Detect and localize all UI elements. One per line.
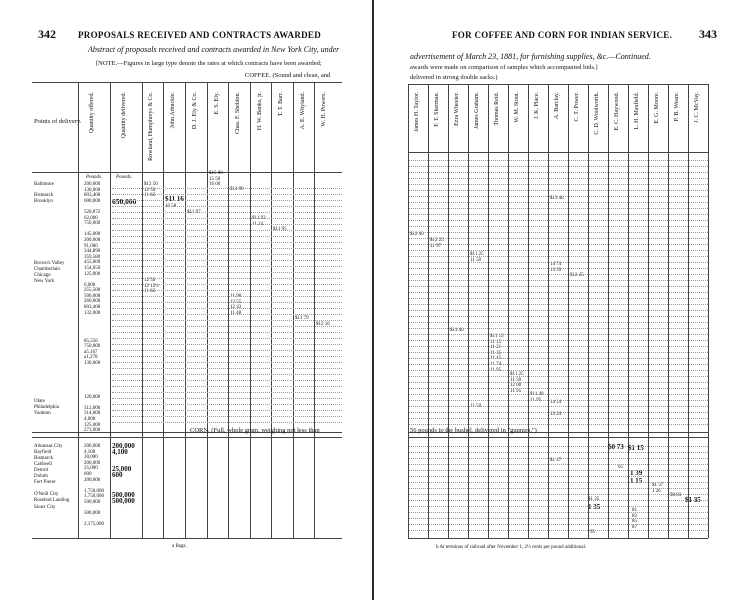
bidder-column-header: E. G. Moore. [654,92,660,124]
bid-cell: $12 25 [430,238,444,243]
bid-cell: 81 [632,508,637,513]
row-leader [409,202,708,203]
row-leader [409,292,708,293]
quantity-cell: 154,650 [84,265,101,271]
bid-cell: 11 21 [490,345,502,351]
row-leader [112,290,342,291]
bid-cell: $12 50 [144,182,158,187]
bid-cell: 85 [632,519,637,525]
row-leader [409,220,708,221]
row-leader [112,242,342,243]
bid-cell: 11 24 [252,221,264,227]
bid-cell: 16 00 [209,182,221,188]
row-leader [112,236,342,237]
bidder-column-header: Thomas Reid. [494,92,500,126]
quantity-cell: 130,000 [84,361,101,366]
left-page-number: 342 [38,27,56,41]
row-leader [409,394,708,395]
bidder-column-header: L. H. Maxfield. [634,92,640,130]
quantity-cell: 273,000 [84,428,101,434]
bid-cell: 1 35 [588,503,601,511]
quantity-cell: 359,580 [84,254,101,260]
row-leader [112,272,342,273]
bidder-column-header: James Graham. [474,92,480,129]
row-leader [112,224,342,225]
row-leader [112,374,342,375]
row-leader [409,322,708,323]
bidder-column-header: Ezra Wheeler. [454,92,460,126]
corn-point-oneill-city: O'Neill City [34,492,59,497]
bidder-column-header: E. C. Haywood. [614,92,620,131]
bid-cell: 11 50 [470,257,482,263]
row-leader [112,218,342,219]
bid-cell: 11 50 [510,377,522,383]
quantity-cell: 200,000 [84,477,101,483]
quantity-cell: 200,000 [84,460,101,466]
corn-delivered-cell: 25,000 [112,465,132,473]
bid-cell: 12 50 [144,187,156,193]
row-leader [409,452,708,453]
corn-point-caldwell: Caldwell [34,462,53,467]
row-leader [112,422,342,423]
bidder-column-header: J. K. Place. [534,92,540,120]
bid-cell: $11 97 [187,210,201,215]
bid-cell: 14 14 [550,400,562,405]
quantity-cell: 500,000 [84,499,101,505]
right-page-number: 343 [699,27,717,41]
row-leader [409,304,708,305]
row-leader [112,392,342,393]
row-leader [409,250,708,251]
bid-cell: $1 35 [588,497,600,502]
row-leader [112,350,342,351]
row-leader [112,308,342,309]
bid-cell: $11 16 [165,195,184,203]
row-leader [112,266,342,267]
row-leader [409,382,708,383]
quantity-cell: 125,000 [84,422,101,428]
corn-delivered-cell: 200,000 [112,442,135,450]
bidder-column-header: C. D. Woolworth. [594,92,600,135]
row-leader [409,178,708,179]
bid-cell: 13 24 [550,412,562,417]
quantity-cell: 600,000 [84,198,101,204]
col-powers: W. H. Powers. [321,92,327,127]
bid-cell: $0 73 [608,443,624,451]
point-olate: Olate [34,399,45,404]
bid-cell: $15 00 [209,171,223,176]
row-leader [409,376,708,377]
col-arbuckle: John Arbuckle. [170,92,176,129]
row-leader [409,244,708,245]
row-leader [409,328,708,329]
row-leader [112,332,342,333]
row-leader [409,506,708,507]
col-es-ely: E. S. Ely. [214,92,220,115]
col-whyland: A. E. Whyland. [300,92,306,130]
bid-cell: 95 [590,530,595,535]
bid-cell: 11 45 [490,356,502,362]
row-leader [409,524,708,525]
point-chicago: Chicago [34,273,51,278]
row-leader [409,208,708,209]
row-leader [409,406,708,407]
quantity-cell: 314,000 [84,411,101,417]
row-leader [409,494,708,495]
row-leader [409,238,708,239]
row-leader [409,310,708,311]
quantity-cell: 200,000 [84,182,101,187]
bid-cell: $11 48 [530,392,544,397]
row-leader [409,286,708,287]
col-sheldon: Chas. F. Sheldon. [235,92,241,135]
row-leader [112,302,342,303]
point-yankton: Yankton [34,411,51,416]
row-leader [112,188,342,189]
quantity-cell: a5,167 [84,349,98,355]
corn-point-duluth: Duluth [34,474,48,479]
bid-cell: 11 74 [490,361,502,367]
quantity-cell: 500,000 [84,293,101,299]
row-leader [112,386,342,387]
row-leader [409,346,708,347]
bid-cell: 11 48 [230,310,242,316]
row-leader [112,410,342,411]
bid-cell: 12 55 [230,299,242,305]
right-running-head: FOR COFFEE AND CORN FOR INDIAN SERVICE. [452,30,673,40]
row-leader [409,268,708,269]
quantity-cell: 455,000 [84,260,101,266]
left-footnote: a Bags. [172,544,187,549]
row-leader [409,334,708,335]
row-leader [409,388,708,389]
bidder-column-header: J. C. McVay. [694,92,700,123]
row-leader [112,320,342,321]
bid-cell: 12 43 [230,305,242,311]
bid-cell: $11 25 [510,372,524,377]
bid-cell: 11 50 [470,404,482,409]
row-leader [112,404,342,405]
col-quantity-delivered: Quantity delivered. [121,92,127,139]
quantity-cell: 312,000 [84,405,101,411]
point-brooklyn: Brooklyn [34,199,53,204]
bidder-column-header: A. Barclay. [554,92,560,120]
bidder-column-header: W. M. Stout. [514,92,520,123]
row-leader [409,262,708,263]
bid-cell: $12 25 [570,273,584,278]
row-leader [409,500,708,501]
bid-cell: $11 40 [450,328,464,333]
row-leader [112,416,342,417]
col-banks: H. W. Banks, jr. [257,92,263,131]
col-quantity-offered: Quantity offered. [89,92,95,134]
bidder-column-header: P. B. Weare. [674,92,680,122]
quantity-cell: 500,000 [84,511,101,517]
row-leader [409,214,708,215]
row-leader [409,274,708,275]
bid-cell: $1 47 [550,458,562,463]
coffee-quantity-offered-list [84,182,100,434]
bid-cell: 1 26 [652,488,661,494]
unit-offered: Pounds. [86,175,103,180]
right-corn-heading: 56 pounds to the bushel, delivered in "gunnies.") [410,427,537,434]
quantity-cell: 120,000 [84,394,101,400]
col-barr: T. T. Barr. [278,92,284,117]
row-leader [409,530,708,531]
right-footnote: b At terminus of railroad after November 1, 2½ cents per pound additional. [436,545,587,550]
quantity-cell: 1,750,000 [84,494,104,500]
row-leader [409,464,708,465]
bid-cell: $11 79 [295,316,309,321]
left-running-head: PROPOSALS RECEIVED AND CONTRACTS AWARDED [78,30,322,40]
row-leader [112,338,342,339]
row-leader [409,160,708,161]
bid-cell: $12 16 [316,322,330,327]
corn-delivered-cell: 4,100 [112,448,128,456]
row-leader [409,488,708,489]
bid-cell: 12 00 [510,383,522,389]
corn-point-bayfield: Bayfield [34,450,52,455]
right-note: awards were made on comparison of samples which accompanied bids.] [410,64,598,71]
bid-cell: $11 13 [490,334,504,339]
row-leader [112,398,342,399]
row-leader [409,418,708,419]
point-chamberlain: Chamberlain [34,267,60,272]
bid-cell: 11 62 [144,289,156,295]
quantity-cell: 803,400 [84,193,101,199]
corn-point-detroit: Detroit [34,468,49,473]
row-leader [409,172,708,173]
row-leader [112,326,342,327]
row-leader [112,260,342,261]
quantity-cell: 1,750,000 [84,488,104,494]
quantity-cell: 344,890 [84,249,101,255]
bid-cell: 65 [618,465,623,470]
row-leader [112,380,342,381]
quantity-cell: 4,100 [84,449,96,455]
quantity-cell: 255,500 [84,288,101,294]
quantity-cell: 25,000 [84,466,98,472]
col-rowland: Rowland, Humphreys & Co. [148,92,154,161]
quantity-cell: 803,400 [84,305,101,311]
row-leader [112,278,342,279]
row-leader [409,424,708,425]
bid-cell: 1 15 [630,477,643,485]
quantity-cell: 520,872 [84,209,101,215]
quantity-cell: 200,000 [84,237,101,243]
corn-point-arkansas-city: Arkansas City [34,444,63,449]
row-leader [409,226,708,227]
row-leader [409,412,708,413]
row-leader [112,254,342,255]
row-leader [112,362,342,363]
bid-cell: 15 50 [209,176,221,182]
bid-cell: 11 62 [144,193,156,199]
bidder-column-header: James H. Taylor. [414,92,420,133]
bidder-column-header: C. T. Power. [574,92,580,122]
row-leader [112,212,342,213]
quantity-cell: 4,000 [84,416,96,422]
right-page [374,0,746,600]
row-leader [112,314,342,315]
row-leader [409,196,708,197]
unit-delivered: Pounds. [116,175,133,180]
left-subtitle: Abstract of proposals received and contracts awarded in New York City, under [88,45,340,54]
corn-delivered-cell: 600 [112,471,123,479]
row-leader [409,358,708,359]
quantity-cell: 130,000 [84,187,101,193]
corn-delivered-cell: 500,000 [112,491,135,499]
quantity-cell: 85,556 [84,338,98,344]
row-leader [112,248,342,249]
row-leader [112,368,342,369]
row-leader [409,458,708,459]
col-points-of-delivery: Points of delivery. [34,118,82,125]
bid-cell: 11 95 [490,367,502,373]
quantity-cell: 750,000 [84,221,101,227]
point-bismarck: Bismarck [34,193,54,198]
row-leader [409,280,708,281]
quantity-cell: 2,175,000 [84,522,104,528]
bid-cell: $11 99 [230,187,244,192]
corn-delivered-cell: 500,000 [112,497,135,505]
left-note: [NOTE.—Figures in large type denote the rates at which contracts have been awarded; [96,60,322,67]
bid-cell: $11 92 [252,216,266,221]
quantity-cell: 125,000 [84,271,101,277]
point-philadelphia: Philadelphia [34,405,59,410]
bid-cell: 12 50 [144,278,156,283]
bid-cell: 14 74 [550,262,562,267]
corn-heading: CORN. (Full, whole grain, weighing not less than [190,427,320,434]
row-leader [112,230,342,231]
quantity-cell: a1,278 [84,355,98,361]
corn-point-fort-pierre: Fort Pierre [34,480,56,485]
bid-cell: 11 15 [490,339,502,345]
quantity-cell: 6,000 [84,282,96,288]
quantity-cell: 600 [84,471,92,477]
row-leader [409,232,708,233]
row-leader [112,356,342,357]
bid-cell: 10 58 [165,204,177,209]
quantity-cell: 30,000 [84,455,98,461]
row-leader [409,512,708,513]
right-coffee-heading: delivered in strong double sacks.) [410,74,498,81]
row-leader [112,200,342,201]
point-baltimore: Baltimore [34,182,54,187]
row-leader [409,476,708,477]
bid-cell: 11 98 [230,294,242,299]
row-leader [112,284,342,285]
corn-point-sioux-city: Sioux City [34,505,56,510]
bid-cell: $11 95 [273,227,287,232]
row-leader [112,206,342,207]
row-leader [409,482,708,483]
point-browns-valley: Brown's Valley [34,261,65,266]
bid-cell: 11 95 [510,388,522,394]
right-subtitle: advertisement of March 23, 1881, for furnishing supplies, &c.—Continued. [410,52,651,61]
quantity-cell: 91,000 [84,243,98,249]
corn-quantity-offered-list [84,444,104,528]
bidder-column-header: F. T. Sherman. [434,92,440,127]
col-dj-ely: D. J. Ely & Co. [192,92,198,130]
coffee-delivered-brooklyn: 650,000 [112,197,137,206]
bid-cell: 11 97 [430,243,442,249]
quantity-cell: 62,000 [84,215,98,221]
bid-cell: $1 15 [628,444,644,452]
bid-cell: 87 [632,524,637,530]
bid-cell: 11 95 [530,397,542,403]
bid-cell: $13 48 [550,196,564,201]
bid-cell: $1 35 [685,496,701,504]
row-leader [112,194,342,195]
row-leader [409,518,708,519]
bid-cell: $0 83 [670,493,682,498]
corn-point-rosebud-landing: Rosebud Landing [34,498,70,503]
bid-cell: $1 37 [652,483,664,488]
quantity-cell: 145,000 [84,232,101,238]
row-leader [409,340,708,341]
quantity-cell: 750,000 [84,344,101,350]
row-leader [409,400,708,401]
bid-cell: 12 12½ [144,283,159,289]
corn-point-bismarck: Bismarck [34,456,54,461]
point-new-york: New York [34,279,55,284]
coffee-heading: COFFEE. (Sound and clean, and [245,72,331,79]
left-page [0,0,372,600]
row-leader [112,296,342,297]
row-leader [409,370,708,371]
row-leader [409,184,708,185]
row-leader [409,352,708,353]
row-leader [409,298,708,299]
bid-cell: 82 [632,513,637,519]
bid-cell: 13 39 [550,267,562,273]
bid-cell: $11 25 [470,252,484,257]
row-leader [112,344,342,345]
row-leader [409,316,708,317]
bid-cell: $12 00 [410,232,424,237]
quantity-cell: 260,000 [84,299,101,305]
quantity-cell: 132,000 [84,310,101,316]
row-leader [409,364,708,365]
row-leader [409,166,708,167]
row-leader [409,256,708,257]
quantity-cell: 200,000 [84,444,101,449]
row-leader [409,446,708,447]
row-leader [409,470,708,471]
row-leader [409,190,708,191]
bid-cell: 1 39 [630,469,643,477]
bid-cell: 11 35 [490,350,502,356]
